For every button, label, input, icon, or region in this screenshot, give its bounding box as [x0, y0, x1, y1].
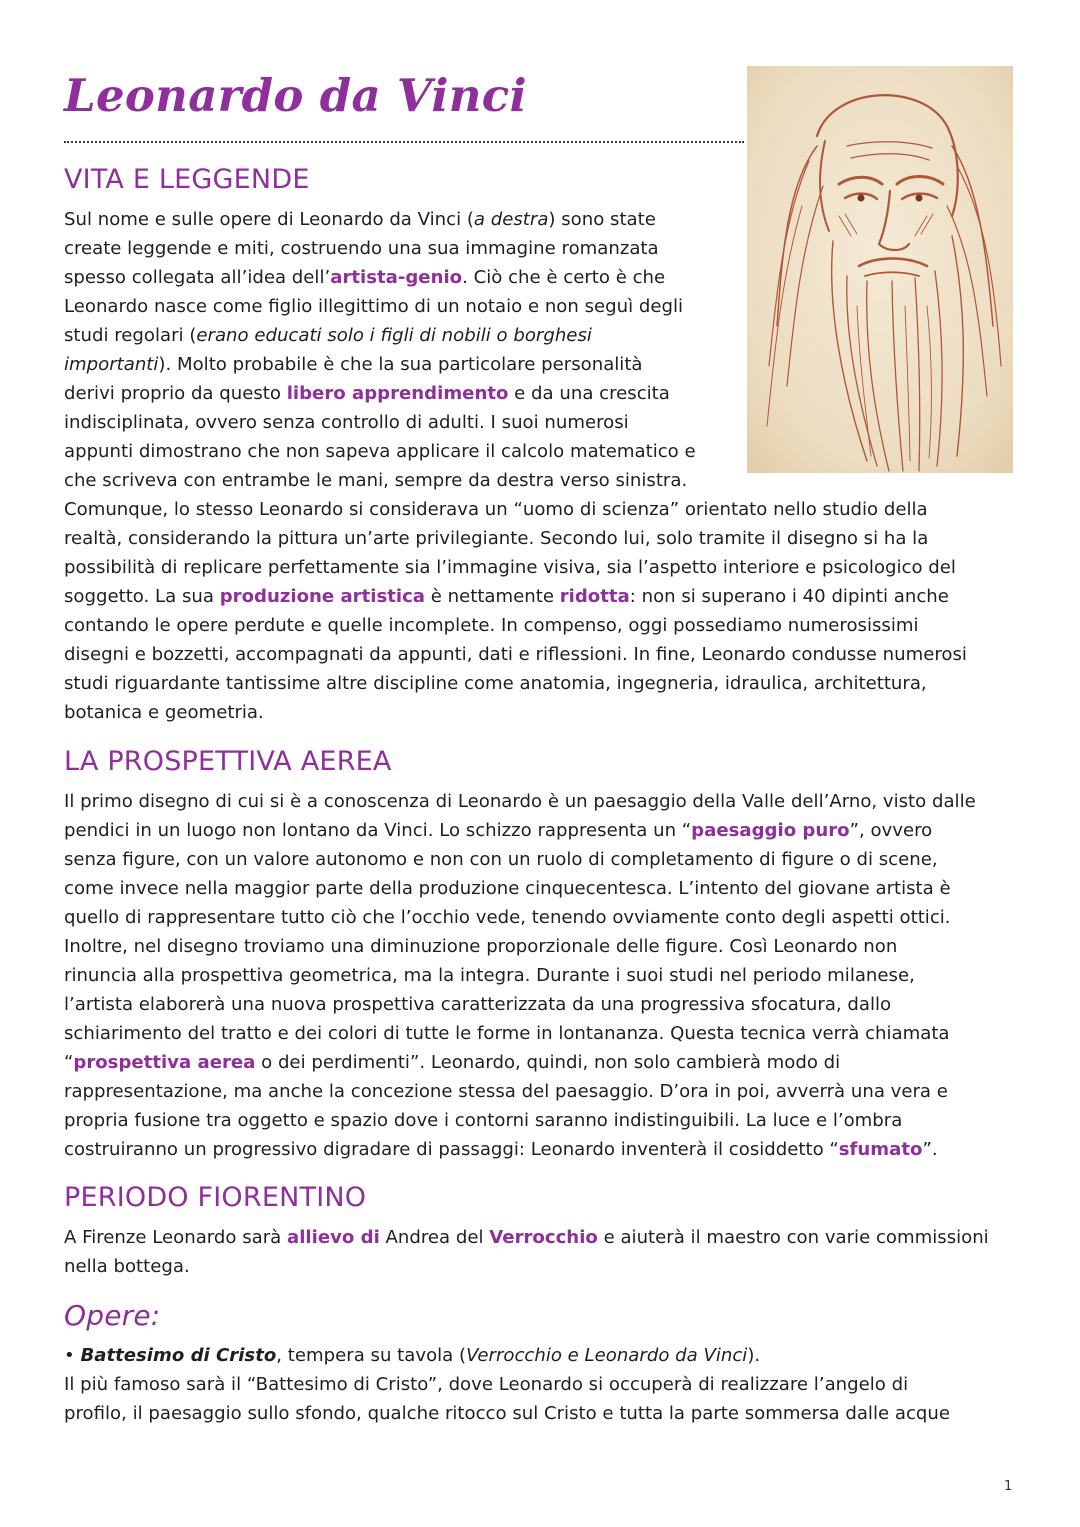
text-line [64, 408, 967, 437]
text-run: Leonardo nasce come figlio illegittimo di un notaio e non seguì degli [64, 296, 684, 317]
text-run: che scriveva con entrambe le mani, sempre da destra verso sinistra. [64, 470, 688, 491]
text-run: studi regolari ( [64, 325, 197, 346]
text-line [64, 379, 967, 408]
text-line [64, 1048, 976, 1077]
text-run: create leggende e miti, costruendo una sua immagine romanzata [64, 238, 659, 259]
text-run: rappresentazione, ma anche la concezione stessa del paesaggio. D’ora in poi, avverrà una vera e [64, 1081, 948, 1102]
artwork-title: Battesimo di Cristo [80, 1345, 277, 1366]
section-heading-vita: VITA E LEGGENDE [64, 164, 310, 195]
text-run: Il più famoso sarà il “Battesimo di Cristo”, dove Leonardo si occuperà di realizzare l’angelo di [64, 1374, 909, 1395]
text-line [64, 234, 967, 263]
text-run: indisciplinata, ovvero senza controllo di adulti. I suoi numerosi [64, 412, 629, 433]
text-run: contando le opere perdute e quelle incomplete. In compenso, oggi possediamo numerosissimi [64, 615, 919, 636]
text-line [64, 640, 967, 669]
text-line [64, 1341, 950, 1370]
text-line [64, 263, 967, 292]
text-line [64, 437, 967, 466]
text-line [64, 990, 976, 1019]
text-line [64, 1223, 989, 1252]
text-run: come invece nella maggior parte della produzione cinquecentesca. L’intento del giovane artista è [64, 878, 951, 899]
text-run: soggetto. La sua [64, 586, 220, 607]
text-run: Sul nome e sulle opere di Leonardo da Vinci ( [64, 209, 474, 230]
text-line [64, 1106, 976, 1135]
text-line [64, 1019, 976, 1048]
text-run: propria fusione tra oggetto e spazio dove i contorni saranno indistinguibili. La luce e l’ombra [64, 1110, 903, 1131]
text-run: Andrea del [379, 1227, 490, 1248]
text-run: pendici in un luogo non lontano da Vinci. Lo schizzo rappresenta un “ [64, 820, 692, 841]
text-line [64, 1399, 950, 1428]
italic-text: Verrocchio e Leonardo da Vinci [466, 1345, 748, 1366]
text-line [64, 1370, 950, 1399]
text-line [64, 874, 976, 903]
text-run: A Firenze Leonardo sarà [64, 1227, 288, 1248]
text-run: derivi proprio da questo [64, 383, 287, 404]
page-number: 1 [1004, 1479, 1013, 1494]
text-run: e aiuterà il maestro con varie commissioni [597, 1227, 989, 1248]
highlighted-term: libero apprendimento [286, 383, 509, 404]
text-line [64, 903, 976, 932]
text-line [64, 961, 976, 990]
section-heading-opere: Opere: [64, 1299, 161, 1332]
text-run: nella bottega. [64, 1256, 190, 1277]
text-line [64, 292, 967, 321]
text-line [64, 816, 976, 845]
text-run: realtà, considerando la pittura un’arte privilegiante. Secondo lui, solo tramite il disegno si ha la [64, 528, 929, 549]
text-run: rinuncia alla prospettiva geometrica, ma la integra. Durante i suoi studi nel periodo milanese, [64, 965, 915, 986]
highlighted-term: allievo di [287, 1227, 380, 1248]
bullet: • [64, 1345, 81, 1366]
text-line [64, 553, 967, 582]
italic-text: erano educati solo i figli di nobili o borghesi [196, 325, 592, 346]
italic-text: a destra [473, 209, 549, 230]
italic-text: importanti [64, 354, 159, 375]
text-line [64, 611, 967, 640]
text-run: , tempera su tavola ( [276, 1345, 467, 1366]
highlighted-term: paesaggio puro [691, 820, 850, 841]
text-run: . Ciò che è certo è che [462, 267, 666, 288]
text-line [64, 845, 976, 874]
text-line [64, 466, 967, 495]
text-run: senza figure, con un valore autonomo e non con un ruolo di completamento di figure o di scene, [64, 849, 938, 870]
text-line [64, 1135, 976, 1164]
text-run: ) sono state [548, 209, 656, 230]
text-run: studi riguardante tantissime altre discipline come anatomia, ingegneria, idraulica, architettura, [64, 673, 927, 694]
document-title: Leonardo da Vinci [64, 69, 527, 122]
text-run: schiarimento del tratto e dei colori di tutte le forme in lontananza. Questa tecnica verrà chiamata [64, 1023, 950, 1044]
text-run: : non si superano i 40 dipinti anche [629, 586, 949, 607]
highlighted-term: produzione artistica [219, 586, 425, 607]
text-run: l’artista elaborerà una nuova prospettiva caratterizzata da una progressiva sfocatura, dallo [64, 994, 892, 1015]
text-line [64, 1252, 989, 1281]
text-run: ”, ovvero [849, 820, 933, 841]
text-run: spesso collegata all’idea dell’ [64, 267, 331, 288]
section-heading-fiorentino: PERIODO FIORENTINO [64, 1182, 367, 1213]
text-run: “ [64, 1052, 74, 1073]
text-run: possibilità di replicare perfettamente sia l’immagine visiva, sia l’aspetto interiore e psicologico del [64, 557, 956, 578]
paragraph-prospettiva [64, 787, 976, 1164]
highlighted-term: artista-genio [330, 267, 463, 288]
highlighted-term: Verrocchio [489, 1227, 598, 1248]
text-run: costruiranno un progressivo digradare di passaggi: Leonardo inventerà il cosiddetto “ [64, 1139, 839, 1160]
text-line [64, 582, 967, 611]
text-run: Inoltre, nel disegno troviamo una diminuzione proporzionale delle figure. Così Leonardo non [64, 936, 898, 957]
text-run: è nettamente [425, 586, 560, 607]
title-dotted-divider [64, 141, 744, 143]
text-line [64, 350, 967, 379]
text-run: Comunque, lo stesso Leonardo si considerava un “uomo di scienza” orientato nello studio della [64, 499, 928, 520]
text-run: ). Molto probabile è che la sua particolare personalità [158, 354, 643, 375]
text-line [64, 787, 976, 816]
text-run: e da una crescita [508, 383, 670, 404]
text-line [64, 321, 967, 350]
paragraph-fiorentino [64, 1223, 989, 1281]
text-run: ). [747, 1345, 761, 1366]
text-line [64, 205, 967, 234]
highlighted-term: ridotta [559, 586, 630, 607]
text-run: profilo, il paesaggio sullo sfondo, qualche ritocco sul Cristo e tutta la parte sommersa dalle acque [64, 1403, 950, 1424]
text-line [64, 524, 967, 553]
text-line [64, 495, 967, 524]
highlighted-term: prospettiva aerea [73, 1052, 256, 1073]
text-line [64, 1077, 976, 1106]
text-run: ”. [922, 1139, 938, 1160]
section-heading-prospettiva: LA PROSPETTIVA AEREA [64, 746, 392, 777]
text-run: Il primo disegno di cui si è a conoscenza di Leonardo è un paesaggio della Valle dell’Arno, visto dalle [64, 791, 976, 812]
text-run: appunti dimostrano che non sapeva applicare il calcolo matematico e [64, 441, 696, 462]
text-run: disegni e bozzetti, accompagnati da appunti, dati e riflessioni. In fine, Leonardo condusse numerosi [64, 644, 967, 665]
text-line [64, 698, 967, 727]
text-run: o dei perdimenti”. Leonardo, quindi, non solo cambierà modo di [255, 1052, 841, 1073]
text-line [64, 932, 976, 961]
text-line [64, 669, 967, 698]
text-run: botanica e geometria. [64, 702, 264, 723]
text-run: quello di rappresentare tutto ciò che l’occhio vede, tenendo ovviamente conto degli aspetti ottici. [64, 907, 951, 928]
paragraph-opere [64, 1341, 950, 1428]
highlighted-term: sfumato [838, 1139, 923, 1160]
paragraph-vita [64, 205, 967, 727]
